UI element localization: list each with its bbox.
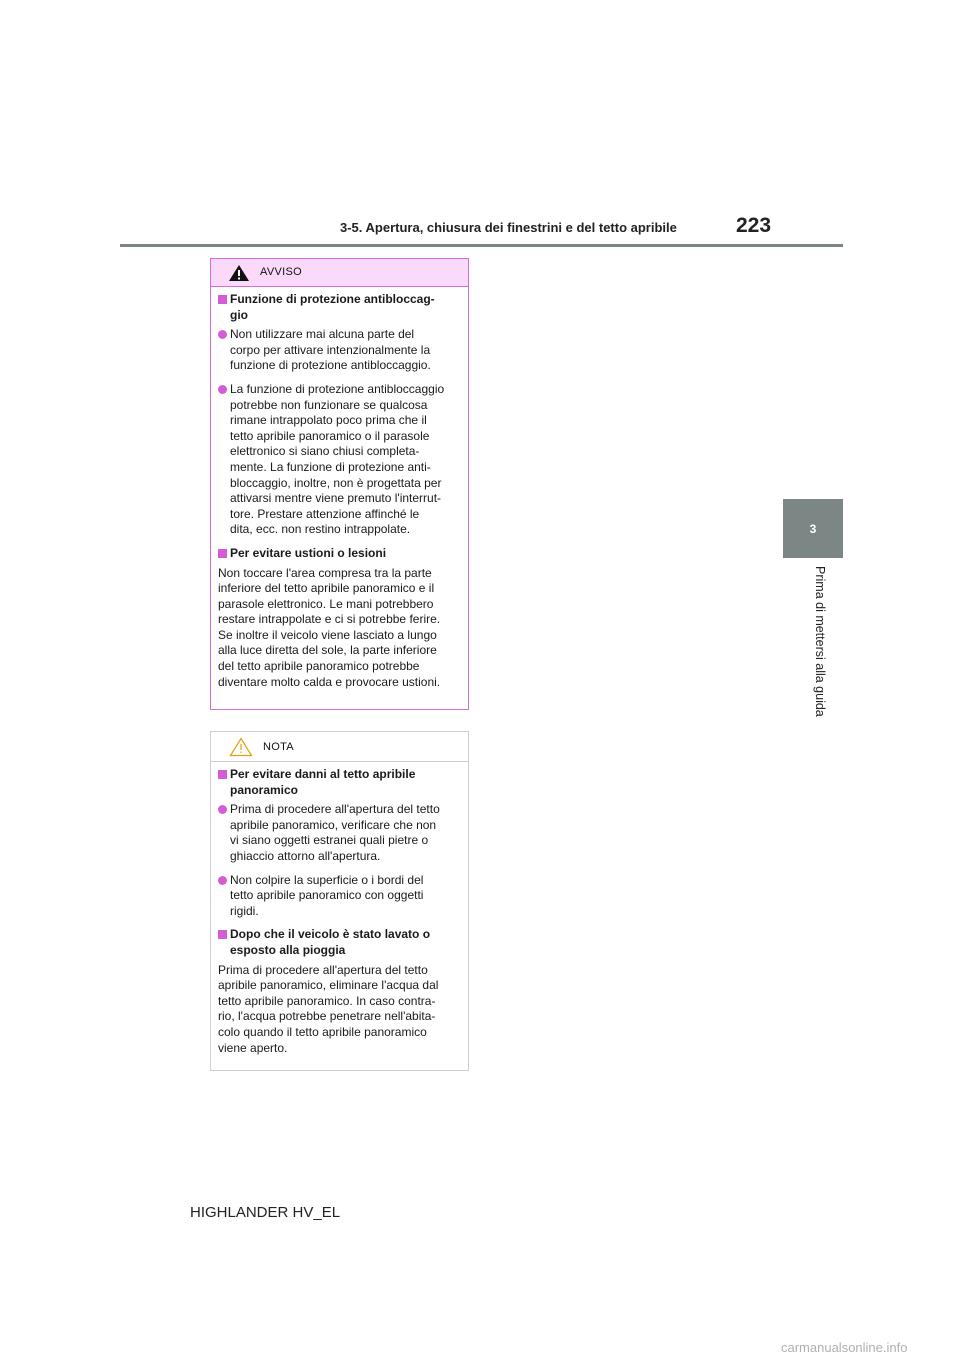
list-item xyxy=(218,382,462,538)
list-item xyxy=(218,873,462,920)
heading-text: Per evitare ustioni o lesioni xyxy=(230,545,387,560)
section-title: 3-5. Apertura, chiusura dei finestrini e del tetto apribile xyxy=(340,220,677,235)
round-bullet-icon xyxy=(218,876,227,885)
chapter-title: Prima di mettersi alla guida xyxy=(813,566,827,717)
note-paragraph: Prima di procedere all'apertura del tetto apribile panoramico, eliminare l'acqua dal tetto apribile panoramico. In caso contra- rio, l'acqua potrebbe penetrare nell'abita- colo quando il tetto apribile panoramico viene aperto. xyxy=(218,962,439,1055)
list-item-text: Non colpire la superficie o i bordi del tetto apribile panoramico con oggetti rigidi. xyxy=(230,872,424,918)
warning-header xyxy=(211,259,468,287)
note-header xyxy=(211,732,468,762)
round-bullet-icon xyxy=(218,805,227,814)
note-title: NOTA xyxy=(263,741,294,753)
warning-heading xyxy=(218,546,462,562)
caution-icon xyxy=(229,737,253,757)
chapter-tab: 3 xyxy=(783,499,843,558)
square-bullet-icon xyxy=(218,295,227,304)
heading-text: Dopo che il veicolo è stato lavato o esposto alla pioggia xyxy=(230,927,431,957)
warning-paragraph: Non toccare l'area compresa tra la parte inferiore del tetto apribile panoramico e il parasole elettronico. Le mani potrebbero restare intrappolate e ci si potrebbe ferire. Se inoltre il veicolo viene lasciato a lungo alla luce diretta del sole, la parte inferiore del tetto apribile panoramico potrebbe diventare molto calda e provocare ustioni. xyxy=(218,565,441,689)
model-label: HIGHLANDER HV_EL xyxy=(190,1204,341,1221)
warning-heading xyxy=(218,292,462,323)
heading-text: Funzione di protezione antibloccag- gio xyxy=(230,292,435,322)
page-number: 223 xyxy=(736,214,772,237)
watermark: carmanualsonline.info xyxy=(781,1340,908,1355)
square-bullet-icon xyxy=(218,930,227,939)
round-bullet-icon xyxy=(218,330,227,339)
list-item-text: Prima di procedere all'apertura del tetto apribile panoramico, verificare che non vi siano oggetti estranei quali pietre o ghiaccio attorno all'apertura. xyxy=(230,802,440,863)
warning-title: AVVISO xyxy=(260,266,302,278)
note-heading xyxy=(218,927,462,958)
list-item-text: Non utilizzare mai alcuna parte del corpo per attivare intenzionalmente la funzione di protezione antibloccaggio. xyxy=(230,327,431,373)
square-bullet-icon xyxy=(218,770,227,779)
warning-icon xyxy=(228,264,250,282)
header-divider xyxy=(120,244,843,247)
list-item-text: La funzione di protezione antibloccaggio potrebbe non funzionare se qualcosa rimane intrappolato poco prima che il tetto apribile panoramico o il parasole elettronico si siano chiusi completa- mente. La funzione di protezione anti- bloccaggio, inoltre, non è progettata per attivarsi mentre viene premuto l'interrut- tore. Prestare attenzione affinché le dita, ecc. non restino intrappolate. xyxy=(230,381,445,537)
round-bullet-icon xyxy=(218,385,227,394)
note-heading xyxy=(218,767,462,798)
heading-text: Per evitare danni al tetto apribile panoramico xyxy=(230,767,416,797)
warning-box xyxy=(210,258,469,710)
list-item xyxy=(218,802,462,864)
note-box xyxy=(210,731,469,1071)
list-item xyxy=(218,327,462,374)
square-bullet-icon xyxy=(218,549,227,558)
